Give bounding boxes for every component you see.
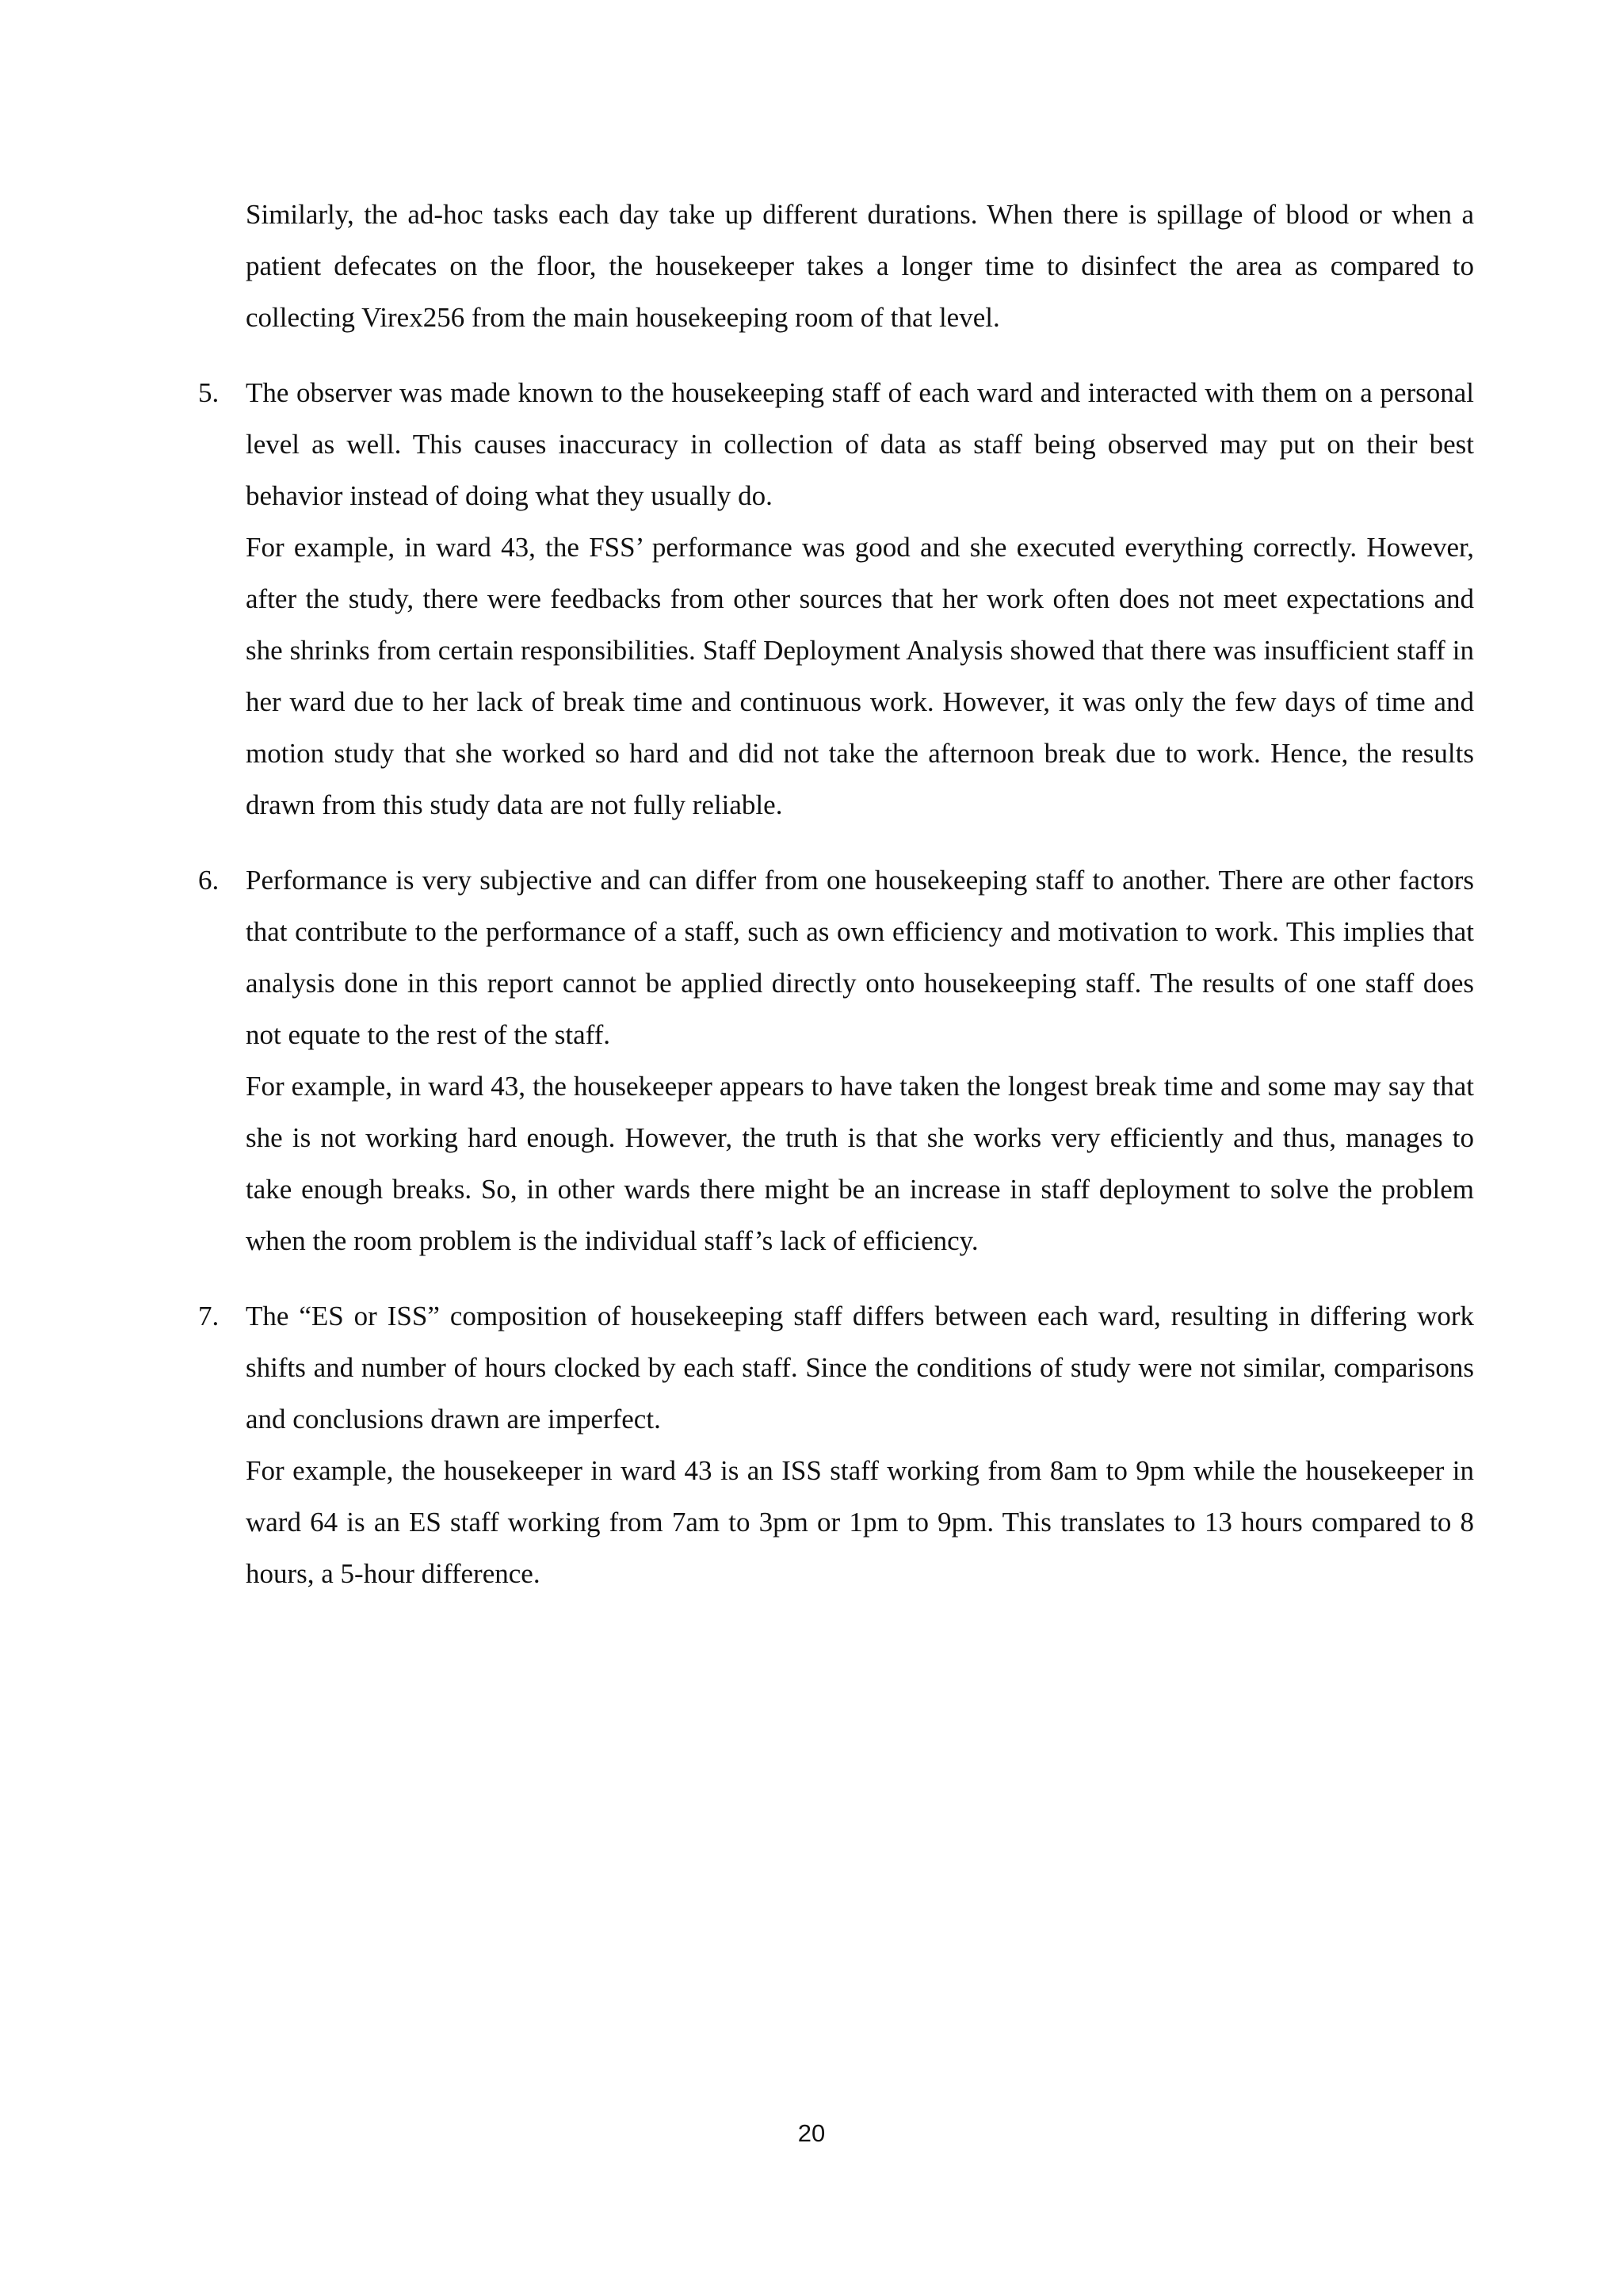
list-item-6 [198, 854, 1474, 1266]
intro-paragraph: Similarly, the ad-hoc tasks each day take up different durations. When there is spillage of blood or when a patient defecates on the floor, the housekeeper takes a longer time to disinfect the area as compared to collecting Virex256 from the main housekeeping room of that level. [246, 199, 1474, 333]
list-item-example-paragraph: For example, the housekeeper in ward 43 is an ISS staff working from 8am to 9pm while the housekeeper in ward 64 is an ES staff working from 7am to 3pm or 1pm to 9pm. This translates to 13 hours compared to 8 hours, a 5-hour difference. [246, 1455, 1474, 1589]
list-item-paragraph: Performance is very subjective and can differ from one housekeeping staff to another. There are other factors that contribute to the performance of a staff, such as own efficiency and motivation to work. This implies that analysis done in this report cannot be applied directly onto housekeeping staff. The results of one staff does not equate to the rest of the staff. [246, 865, 1474, 1050]
list-item-example-paragraph: For example, in ward 43, the housekeeper appears to have taken the longest break time and some may say that she is not working hard enough. However, the truth is that she works very efficiently and thus, manages to take enough breaks. So, in other wards there might be an increase in staff deployment to solve the problem when the room problem is the individual staff’s lack of efficiency. [246, 1071, 1474, 1256]
list-item-paragraph: The observer was made known to the housekeeping staff of each ward and interacted with them on a personal level as well. This causes inaccuracy in collection of data as staff being observed may put on their best behavior instead of doing what they usually do. [246, 377, 1474, 511]
list-item-5 [198, 367, 1474, 831]
list-item-example-paragraph: For example, in ward 43, the FSS’ performance was good and she executed everything correctly. However, after the study, there were feedbacks from other sources that her work often does not meet expectations and she shrinks from certain responsibilities. Staff Deployment Analysis showed that there was insufficient staff in her ward due to her lack of break time and continuous work. However, it was only the few days of time and motion study that she worked so hard and did not take the afternoon break due to work. Hence, the results drawn from this study data are not fully reliable. [246, 532, 1474, 820]
list-item-7 [198, 1290, 1474, 1599]
list-item-number: 5. [198, 377, 220, 408]
list-item-body [198, 854, 1474, 1266]
list-item-paragraph: The “ES or ISS” composition of housekeeping staff differs between each ward, resulting in differing work shifts and number of hours clocked by each staff. Since the conditions of study were not similar, comparisons and conclusions drawn are imperfect. [246, 1301, 1474, 1435]
list-item-body [198, 1290, 1474, 1599]
list-item-number: 6. [198, 865, 220, 896]
list-item-number: 7. [198, 1301, 220, 1331]
page-content [198, 189, 1474, 1599]
list-item-body [198, 367, 1474, 831]
page-number: 20 [797, 2119, 826, 2147]
